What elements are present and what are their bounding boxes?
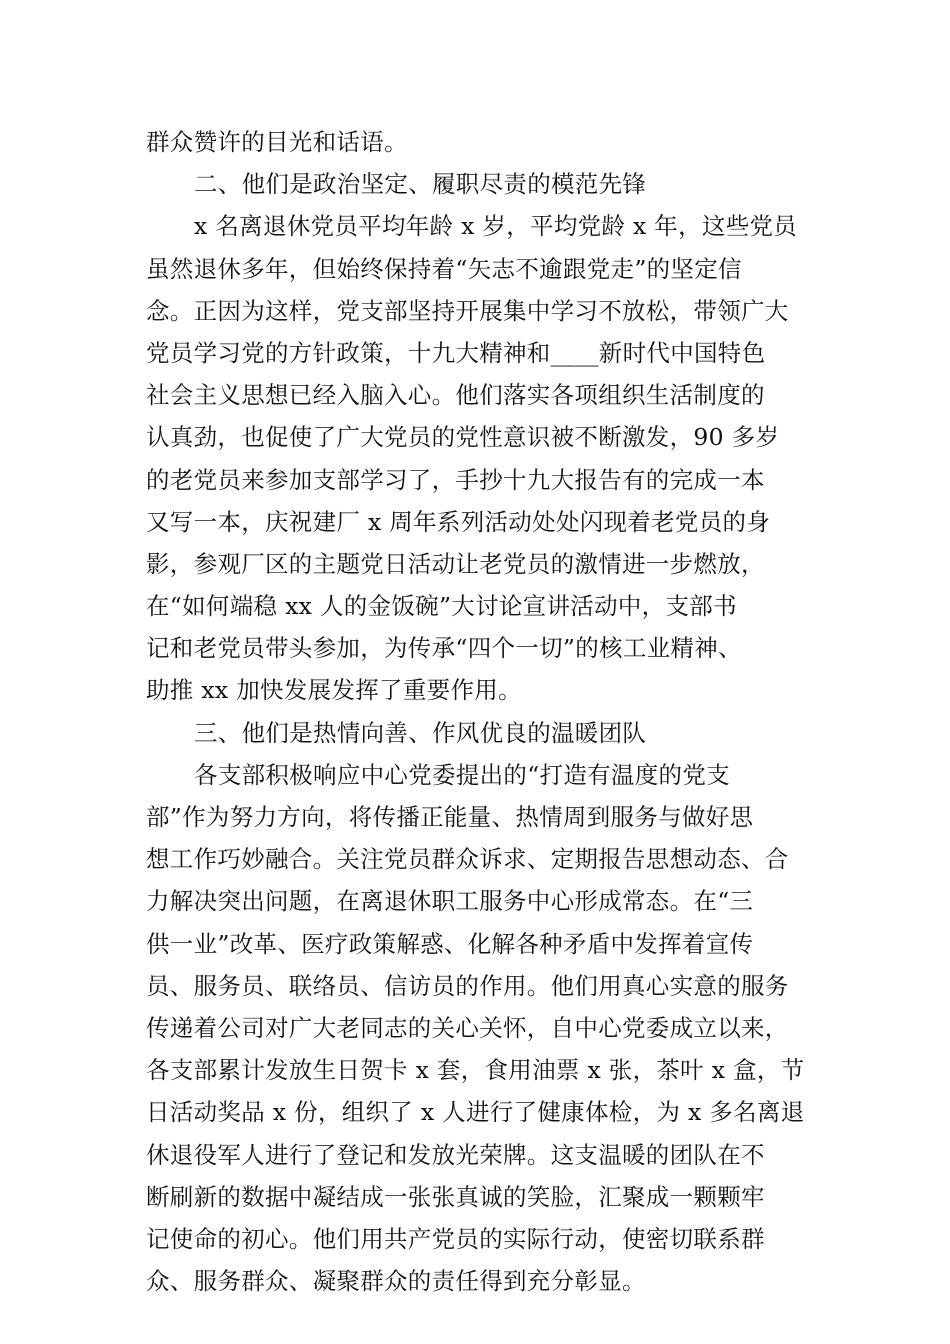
text-line: 记使命的初心。他们用共产党员的实际行动，使密切联系群 xyxy=(146,1224,765,1253)
text-line: 群众赞许的目光和话语。 xyxy=(146,128,408,156)
text-line: 三、他们是热情向善、作风优良的温暖团队 xyxy=(194,718,647,747)
text-line: 供一业”改革、医疗政策解惑、化解各种矛盾中发挥着宣传 xyxy=(146,929,754,958)
text-line: 党员学习党的方针政策，十九大精神和____新时代中国特色 xyxy=(146,338,766,367)
text-line: 断刷新的数据中凝结成一张张真诚的笑脸，汇聚成一颗颗牢 xyxy=(146,1182,765,1211)
text-line: 员、服务员、联络员、信访员的作用。他们用真心实意的服务 xyxy=(146,971,789,1000)
text-line: 虽然退休多年，但始终保持着“矢志不逾跟党走”的坚定信 xyxy=(146,254,742,283)
text-line: 在“如何端稳 xx 人的金饭碗”大讨论宣讲活动中，支部书 xyxy=(146,592,737,621)
text-line: 认真劲，也促使了广大党员的党性意识被不断激发，90 多岁 xyxy=(146,423,780,452)
text-line: 社会主义思想已经入脑入心。他们落实各项组织生活制度的 xyxy=(146,381,765,410)
text-line: 休退役军人进行了登记和发放光荣牌。这支温暖的团队在不 xyxy=(146,1140,765,1169)
document-body xyxy=(146,121,806,1302)
text-line: 各支部积极响应中心党委提出的“打造有温度的党支 xyxy=(194,760,730,789)
text-line: 力解决突出问题，在离退休职工服务中心形成常态。在“三 xyxy=(146,887,754,916)
text-line: 的老党员来参加支部学习了，手抄十九大报告有的完成一本 xyxy=(146,465,765,494)
text-line: x 名离退休党员平均年龄 x 岁，平均党龄 x 年，这些党员 xyxy=(194,212,798,241)
text-line: 想工作巧妙融合。关注党员群众诉求、定期报告思想动态、合 xyxy=(146,845,789,874)
text-line: 助推 xx 加快发展发挥了重要作用。 xyxy=(146,676,522,705)
text-line: 日活动奖品 x 份，组织了 x 人进行了健康体检，为 x 多名离退 xyxy=(146,1098,805,1127)
text-line: 传递着公司对广大老同志的关心关怀，自中心党委成立以来， xyxy=(146,1013,789,1042)
text-line: 念。正因为这样，党支部坚持开展集中学习不放松，带领广大 xyxy=(146,296,789,325)
text-line: 二、他们是政治坚定、履职尽责的模范先锋 xyxy=(194,170,647,199)
text-line: 众、服务群众、凝聚群众的责任得到充分彰显。 xyxy=(146,1267,646,1296)
text-line: 各支部累计发放生日贺卡 x 套，食用油票 x 张，茶叶 x 盒，节 xyxy=(146,1056,805,1085)
text-line: 又写一本，庆祝建厂 x 周年系列活动处处闪现着老党员的身 xyxy=(146,507,771,536)
text-line: 记和老党员带头参加，为传承“四个一切”的核工业精神、 xyxy=(146,634,742,663)
text-line: 部”作为努力方向，将传播正能量、热情周到服务与做好思 xyxy=(146,803,754,831)
text-line: 影，参观厂区的主题党日活动让老党员的激情进一步燃放， xyxy=(146,549,765,578)
